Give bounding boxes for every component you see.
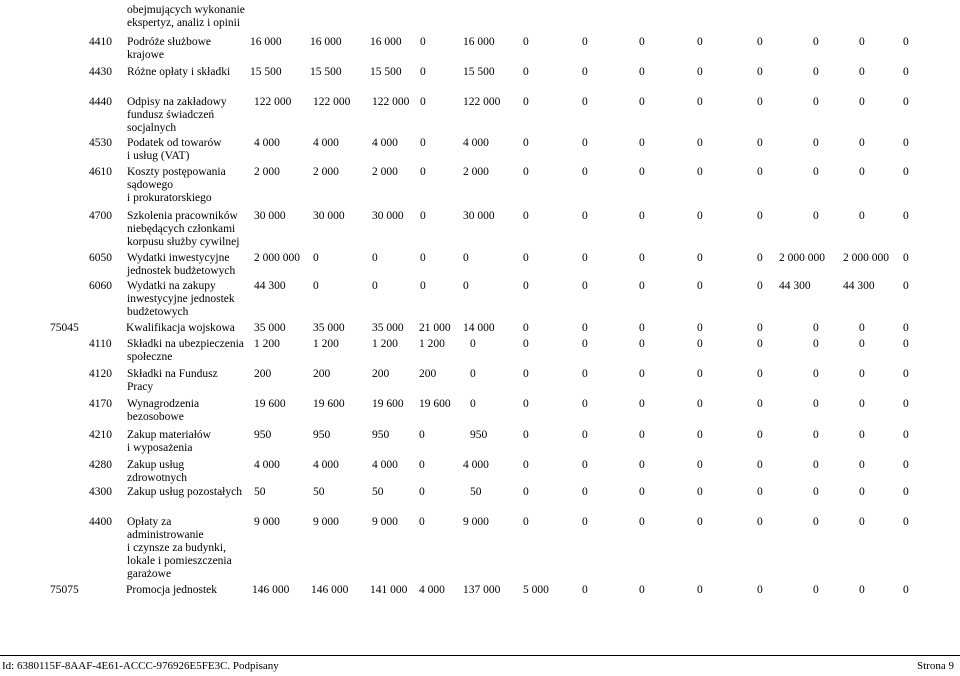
amount-cell: 0 [582, 486, 588, 498]
amount-cell: 0 [813, 210, 819, 222]
amount-cell: 0 [697, 584, 703, 596]
amount-cell: 0 [582, 322, 588, 334]
amount-cell: 19 600 [372, 398, 404, 410]
amount-cell: 0 [372, 252, 378, 264]
amount-cell: 4 000 [254, 137, 280, 149]
amount-cell: 0 [757, 398, 763, 410]
amount-cell: 30 000 [254, 210, 286, 222]
amount-cell: 122 000 [463, 96, 501, 108]
amount-cell: 44 300 [843, 280, 875, 292]
amount-cell: 0 [697, 96, 703, 108]
amount-cell: 0 [639, 166, 645, 178]
amount-cell: 0 [697, 166, 703, 178]
row-description: Składki na Fundusz Pracy [127, 368, 218, 393]
amount-cell: 4 000 [254, 459, 280, 471]
amount-cell: 0 [859, 210, 865, 222]
row-description: Składki na ubezpieczenia społeczne [127, 338, 244, 363]
amount-cell: 146 000 [311, 584, 349, 596]
amount-cell: 950 [254, 429, 272, 441]
amount-cell: 9 000 [463, 516, 489, 528]
amount-cell: 0 [523, 137, 529, 149]
amount-cell: 0 [582, 166, 588, 178]
row-description: Promocja jednostek [126, 584, 218, 596]
amount-cell: 0 [463, 280, 469, 292]
amount-cell: 0 [420, 210, 426, 222]
amount-cell: 0 [523, 96, 529, 108]
row-description: Opłaty za administrowanie i czynsze za budynki, lokale i pomieszczenia garażowe [127, 516, 232, 580]
amount-cell: 0 [903, 429, 909, 441]
amount-cell: 0 [903, 166, 909, 178]
amount-cell: 1 200 [372, 338, 398, 350]
amount-cell: 0 [639, 322, 645, 334]
amount-cell: 0 [697, 252, 703, 264]
amount-cell: 0 [582, 429, 588, 441]
amount-cell: 9 000 [372, 516, 398, 528]
amount-cell: 50 [470, 486, 482, 498]
amount-cell: 0 [757, 429, 763, 441]
amount-cell: 2 000 000 [779, 252, 825, 264]
amount-cell: 15 500 [370, 66, 402, 78]
amount-cell: 0 [757, 584, 763, 596]
amount-cell: 0 [470, 398, 476, 410]
amount-cell: 14 000 [463, 322, 495, 334]
row-description: Różne opłaty i składki [127, 66, 231, 78]
amount-cell: 16 000 [310, 36, 342, 48]
amount-cell: 0 [813, 36, 819, 48]
amount-cell: 2 000 000 [254, 252, 300, 264]
paragraph-code: 4400 [89, 516, 112, 528]
amount-cell: 0 [813, 338, 819, 350]
amount-cell: 0 [903, 398, 909, 410]
amount-cell: 0 [463, 252, 469, 264]
amount-cell: 0 [903, 459, 909, 471]
amount-cell: 2 000 [372, 166, 398, 178]
amount-cell: 0 [903, 338, 909, 350]
amount-cell: 4 000 [463, 459, 489, 471]
amount-cell: 0 [523, 322, 529, 334]
amount-cell: 30 000 [313, 210, 345, 222]
amount-cell: 0 [757, 36, 763, 48]
row-description: obejmujących wykonanie ekspertyz, analiz i opinii [127, 4, 245, 29]
amount-cell: 0 [523, 459, 529, 471]
amount-cell: 1 200 [313, 338, 339, 350]
row-description: Szkolenia pracowników niebędących członkami korpusu służby cywilnej [127, 210, 240, 248]
amount-cell: 15 500 [310, 66, 342, 78]
amount-cell: 0 [757, 166, 763, 178]
amount-cell: 0 [697, 210, 703, 222]
amount-cell: 4 000 [313, 137, 339, 149]
amount-cell: 0 [639, 459, 645, 471]
document-id: Id: 6380115F-8AAF-4E61-ACCC-976926E5FE3C. Podpisany [2, 660, 279, 672]
amount-cell: 0 [859, 516, 865, 528]
amount-cell: 0 [903, 368, 909, 380]
amount-cell: 0 [757, 280, 763, 292]
amount-cell: 0 [639, 338, 645, 350]
amount-cell: 0 [697, 398, 703, 410]
amount-cell: 0 [903, 322, 909, 334]
amount-cell: 0 [813, 429, 819, 441]
amount-cell: 0 [582, 36, 588, 48]
amount-cell: 0 [420, 66, 426, 78]
amount-cell: 0 [582, 368, 588, 380]
amount-cell: 200 [372, 368, 390, 380]
amount-cell: 0 [523, 280, 529, 292]
amount-cell: 0 [697, 137, 703, 149]
amount-cell: 0 [757, 66, 763, 78]
amount-cell: 2 000 [463, 166, 489, 178]
amount-cell: 0 [582, 96, 588, 108]
amount-cell: 1 200 [419, 338, 445, 350]
amount-cell: 0 [903, 280, 909, 292]
amount-cell: 50 [372, 486, 384, 498]
amount-cell: 0 [859, 96, 865, 108]
amount-cell: 0 [639, 252, 645, 264]
row-description: Kwalifikacja wojskowa [126, 322, 235, 334]
amount-cell: 0 [859, 36, 865, 48]
amount-cell: 0 [757, 516, 763, 528]
amount-cell: 0 [420, 137, 426, 149]
amount-cell: 1 200 [254, 338, 280, 350]
amount-cell: 0 [757, 368, 763, 380]
amount-cell: 0 [419, 429, 425, 441]
amount-cell: 0 [859, 368, 865, 380]
amount-cell: 0 [419, 486, 425, 498]
amount-cell: 19 600 [254, 398, 286, 410]
paragraph-code: 6060 [89, 280, 112, 292]
amount-cell: 35 000 [254, 322, 286, 334]
amount-cell: 2 000 [313, 166, 339, 178]
amount-cell: 0 [757, 322, 763, 334]
amount-cell: 44 300 [779, 280, 811, 292]
amount-cell: 35 000 [313, 322, 345, 334]
row-description: Zakup usług zdrowotnych [127, 459, 188, 484]
amount-cell: 0 [523, 486, 529, 498]
amount-cell: 0 [757, 486, 763, 498]
row-description: Wynagrodzenia bezosobowe [127, 398, 200, 423]
amount-cell: 0 [903, 252, 909, 264]
amount-cell: 0 [639, 584, 645, 596]
amount-cell: 200 [419, 368, 437, 380]
paragraph-code: 4280 [89, 459, 112, 471]
amount-cell: 0 [903, 516, 909, 528]
amount-cell: 0 [813, 66, 819, 78]
amount-cell: 0 [639, 280, 645, 292]
amount-cell: 0 [420, 280, 426, 292]
row-description: Odpisy na zakładowy fundusz świadczeń socjalnych [127, 96, 227, 134]
amount-cell: 0 [372, 280, 378, 292]
paragraph-code: 4170 [89, 398, 112, 410]
amount-cell: 0 [639, 210, 645, 222]
amount-cell: 0 [903, 584, 909, 596]
amount-cell: 0 [859, 429, 865, 441]
amount-cell: 0 [420, 166, 426, 178]
amount-cell: 0 [813, 459, 819, 471]
amount-cell: 0 [697, 459, 703, 471]
amount-cell: 141 000 [370, 584, 408, 596]
amount-cell: 0 [523, 36, 529, 48]
amount-cell: 15 500 [463, 66, 495, 78]
amount-cell: 0 [313, 252, 319, 264]
amount-cell: 0 [419, 459, 425, 471]
amount-cell: 0 [859, 166, 865, 178]
amount-cell: 122 000 [313, 96, 351, 108]
amount-cell: 0 [757, 338, 763, 350]
amount-cell: 0 [903, 486, 909, 498]
row-description: Wydatki na zakupy inwestycyjne jednostek budżetowych [127, 280, 235, 318]
amount-cell: 0 [420, 36, 426, 48]
amount-cell: 9 000 [313, 516, 339, 528]
amount-cell: 137 000 [463, 584, 501, 596]
amount-cell: 0 [420, 96, 426, 108]
amount-cell: 0 [697, 368, 703, 380]
amount-cell: 0 [903, 66, 909, 78]
amount-cell: 0 [697, 338, 703, 350]
paragraph-code: 4530 [89, 137, 112, 149]
amount-cell: 0 [523, 368, 529, 380]
amount-cell: 0 [859, 137, 865, 149]
amount-cell: 0 [697, 429, 703, 441]
amount-cell: 0 [523, 338, 529, 350]
paragraph-code: 4210 [89, 429, 112, 441]
amount-cell: 0 [639, 368, 645, 380]
amount-cell: 0 [523, 210, 529, 222]
amount-cell: 4 000 [419, 584, 445, 596]
amount-cell: 0 [523, 166, 529, 178]
amount-cell: 0 [639, 429, 645, 441]
amount-cell: 19 600 [313, 398, 345, 410]
amount-cell: 0 [523, 516, 529, 528]
amount-cell: 0 [757, 96, 763, 108]
amount-cell: 0 [859, 584, 865, 596]
amount-cell: 0 [813, 486, 819, 498]
amount-cell: 0 [697, 486, 703, 498]
amount-cell: 50 [254, 486, 266, 498]
amount-cell: 0 [813, 96, 819, 108]
paragraph-code: 4300 [89, 486, 112, 498]
amount-cell: 0 [813, 368, 819, 380]
amount-cell: 0 [813, 516, 819, 528]
amount-cell: 0 [813, 137, 819, 149]
amount-cell: 0 [313, 280, 319, 292]
amount-cell: 4 000 [372, 459, 398, 471]
amount-cell: 15 500 [250, 66, 282, 78]
amount-cell: 0 [859, 322, 865, 334]
amount-cell: 35 000 [372, 322, 404, 334]
amount-cell: 4 000 [313, 459, 339, 471]
amount-cell: 0 [582, 210, 588, 222]
amount-cell: 0 [582, 516, 588, 528]
amount-cell: 0 [903, 36, 909, 48]
amount-cell: 16 000 [250, 36, 282, 48]
amount-cell: 0 [903, 210, 909, 222]
amount-cell: 0 [582, 338, 588, 350]
paragraph-code: 4610 [89, 166, 112, 178]
amount-cell: 0 [582, 137, 588, 149]
amount-cell: 0 [757, 459, 763, 471]
amount-cell: 0 [523, 429, 529, 441]
amount-cell: 0 [757, 210, 763, 222]
amount-cell: 16 000 [370, 36, 402, 48]
amount-cell: 0 [523, 398, 529, 410]
amount-cell: 200 [313, 368, 331, 380]
amount-cell: 200 [254, 368, 272, 380]
amount-cell: 0 [757, 252, 763, 264]
amount-cell: 0 [697, 66, 703, 78]
amount-cell: 0 [813, 584, 819, 596]
amount-cell: 0 [419, 516, 425, 528]
amount-cell: 2 000 [254, 166, 280, 178]
amount-cell: 0 [697, 516, 703, 528]
amount-cell: 950 [470, 429, 488, 441]
amount-cell: 0 [859, 459, 865, 471]
page-footer [0, 655, 960, 676]
amount-cell: 950 [313, 429, 331, 441]
amount-cell: 0 [757, 137, 763, 149]
amount-cell: 0 [582, 584, 588, 596]
amount-cell: 5 000 [523, 584, 549, 596]
amount-cell: 0 [582, 66, 588, 78]
amount-cell: 0 [639, 516, 645, 528]
amount-cell: 4 000 [372, 137, 398, 149]
amount-cell: 950 [372, 429, 390, 441]
paragraph-code: 4110 [89, 338, 112, 350]
paragraph-code: 4430 [89, 66, 112, 78]
amount-cell: 0 [813, 166, 819, 178]
amount-cell: 2 000 000 [843, 252, 889, 264]
amount-cell: 16 000 [463, 36, 495, 48]
page-number: Strona 9 [917, 660, 954, 672]
amount-cell: 0 [859, 398, 865, 410]
amount-cell: 50 [313, 486, 325, 498]
row-description: Koszty postępowania sądowego i prokuratorskiego [127, 166, 226, 204]
amount-cell: 0 [582, 252, 588, 264]
amount-cell: 44 300 [254, 280, 286, 292]
paragraph-code: 4440 [89, 96, 112, 108]
amount-cell: 30 000 [372, 210, 404, 222]
amount-cell: 146 000 [252, 584, 290, 596]
row-description: Zakup materiałów i wyposażenia [127, 429, 211, 454]
amount-cell: 122 000 [254, 96, 292, 108]
amount-cell: 19 600 [419, 398, 451, 410]
paragraph-code: 6050 [89, 252, 112, 264]
amount-cell: 0 [903, 137, 909, 149]
amount-cell: 0 [639, 96, 645, 108]
amount-cell: 4 000 [463, 137, 489, 149]
row-description: Podatek od towarów i usług (VAT) [127, 137, 222, 162]
amount-cell: 0 [420, 252, 426, 264]
chapter-code: 75075 [50, 584, 79, 596]
amount-cell: 0 [813, 398, 819, 410]
amount-cell: 0 [859, 338, 865, 350]
row-description: Zakup usług pozostałych [127, 486, 242, 498]
amount-cell: 0 [639, 398, 645, 410]
paragraph-code: 4120 [89, 368, 112, 380]
amount-cell: 0 [523, 252, 529, 264]
amount-cell: 0 [859, 66, 865, 78]
amount-cell: 0 [697, 322, 703, 334]
amount-cell: 0 [582, 459, 588, 471]
amount-cell: 0 [639, 137, 645, 149]
amount-cell: 0 [470, 368, 476, 380]
amount-cell: 0 [639, 66, 645, 78]
amount-cell: 0 [697, 36, 703, 48]
row-description: Podróże służbowe krajowe [127, 36, 211, 61]
amount-cell: 0 [639, 486, 645, 498]
chapter-code: 75045 [50, 322, 79, 334]
paragraph-code: 4410 [89, 36, 112, 48]
amount-cell: 0 [639, 36, 645, 48]
amount-cell: 21 000 [419, 322, 451, 334]
amount-cell: 0 [903, 96, 909, 108]
amount-cell: 122 000 [372, 96, 410, 108]
amount-cell: 9 000 [254, 516, 280, 528]
amount-cell: 0 [859, 486, 865, 498]
amount-cell: 0 [697, 280, 703, 292]
amount-cell: 0 [523, 66, 529, 78]
amount-cell: 0 [813, 322, 819, 334]
paragraph-code: 4700 [89, 210, 112, 222]
amount-cell: 0 [582, 398, 588, 410]
amount-cell: 0 [582, 280, 588, 292]
amount-cell: 0 [470, 338, 476, 350]
row-description: Wydatki inwestycyjne jednostek budżetowych [127, 252, 236, 277]
amount-cell: 30 000 [463, 210, 495, 222]
